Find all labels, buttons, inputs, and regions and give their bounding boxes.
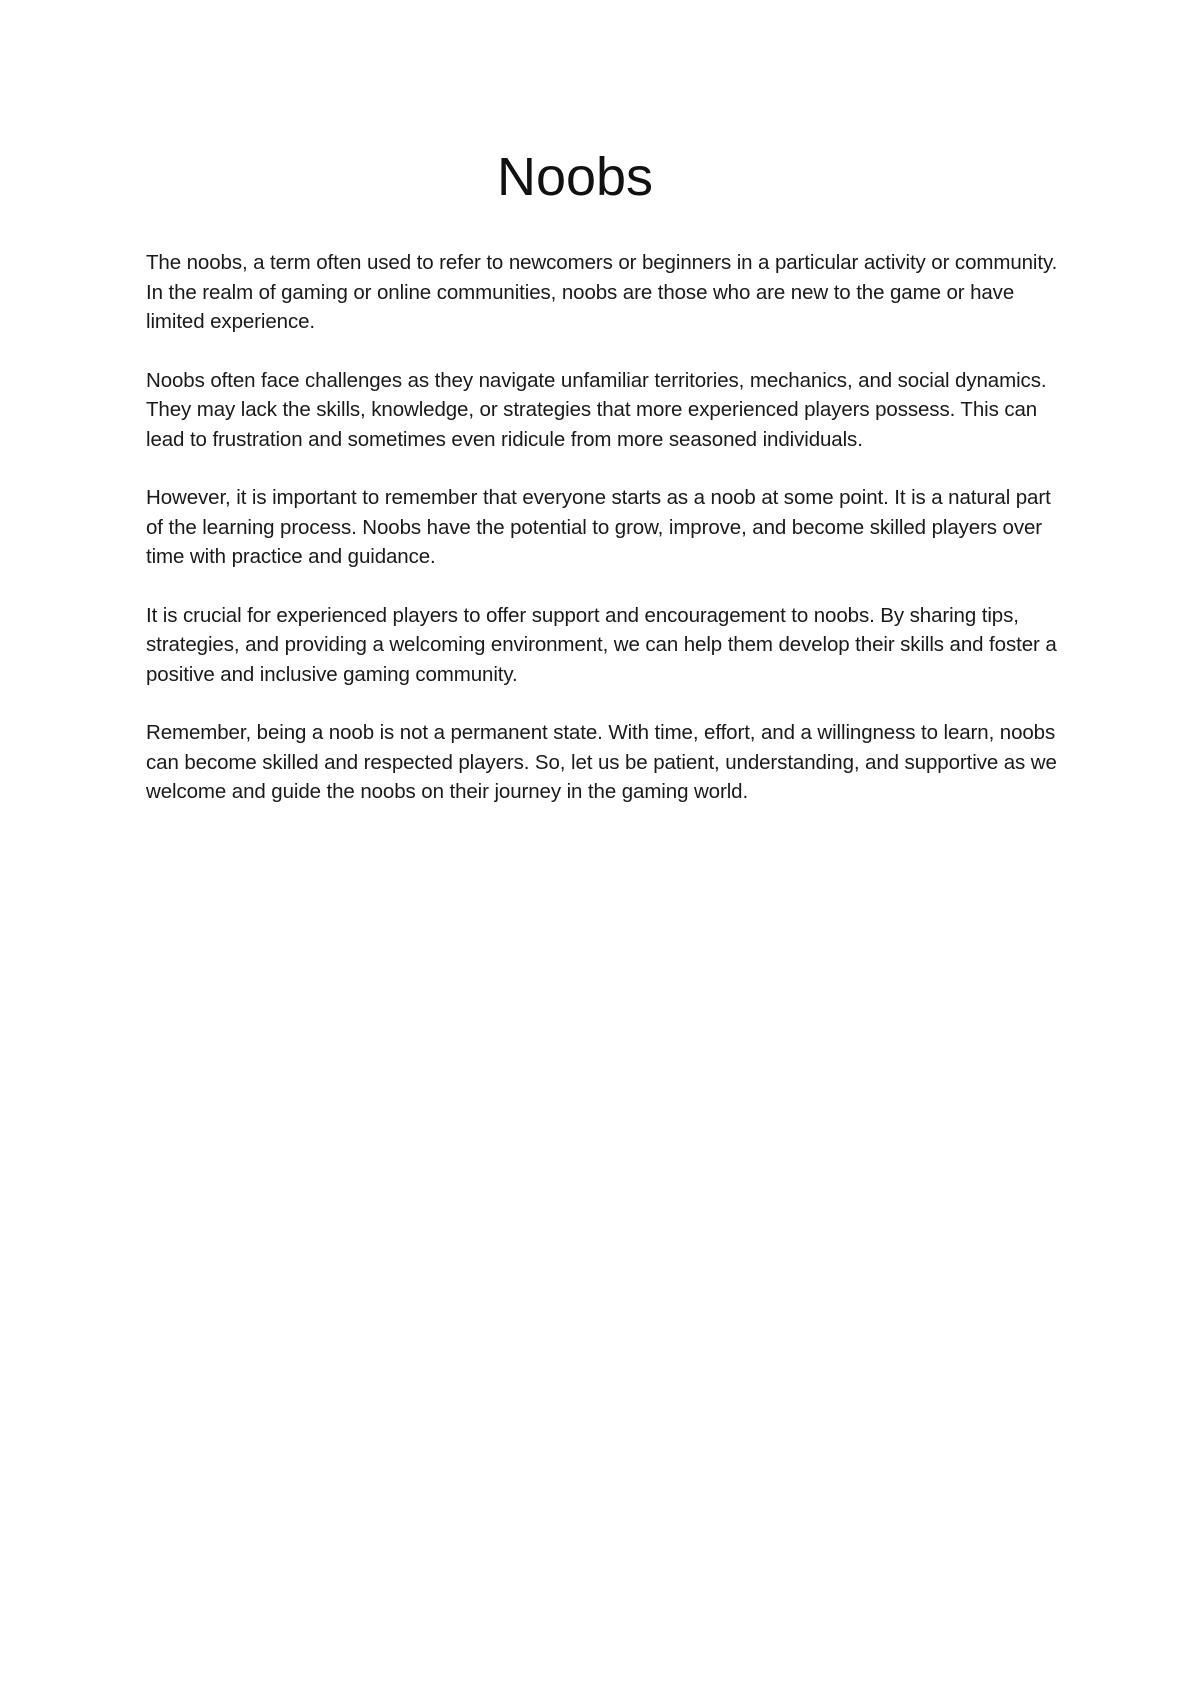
paragraph-support: It is crucial for experienced players to offer support and encouragement to noobs. By sharing tips, strategies, and providing a welcoming environment, we can help them develop their skills and foster a positive and inclusive gaming community. bbox=[146, 603, 1057, 686]
paragraph-learning-process: However, it is important to remember that everyone starts as a noob at some point. It is a natural part of the learning process. Noobs have the potential to grow, improve, and become skilled players over time with practice and guidance. bbox=[146, 486, 1051, 568]
paragraph-conclusion: Remember, being a noob is not a permanent state. With time, effort, and a willingness to learn, noobs can become skilled and respected players. So, let us be patient, understanding, and supportive as we welcome and guide the noobs on their journey in the gaming world. bbox=[146, 721, 1057, 803]
paragraph-intro: The noobs, a term often used to refer to newcomers or beginners in a particular activity or community. In the realm of gaming or online communities, noobs are those who are new to the game or have limited experience. bbox=[146, 251, 1058, 333]
document-title: Noobs bbox=[496, 147, 654, 207]
paragraph-challenges: Noobs often face challenges as they navigate unfamiliar territories, mechanics, and social dynamics. They may lack the skills, knowledge, or strategies that more experienced players possess. This can lead to frustration and sometimes even ridicule from more seasoned individuals. bbox=[146, 368, 1047, 451]
document-body bbox=[146, 248, 1070, 836]
